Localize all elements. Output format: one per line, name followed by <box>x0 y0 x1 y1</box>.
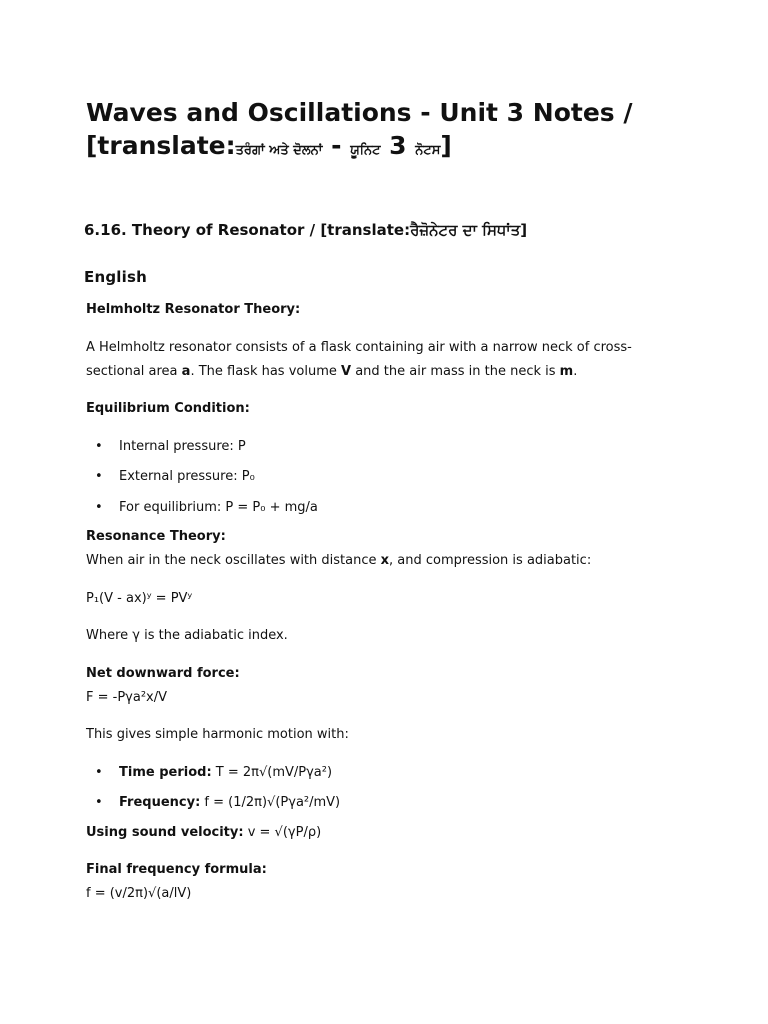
var-m: m <box>559 364 574 379</box>
resonance-text-part: , and compression is adiabatic: <box>389 553 592 568</box>
bullet-icon: • <box>95 765 103 780</box>
title-unit-number: 3 <box>380 131 416 160</box>
list-item-text: Internal pressure: P <box>119 439 246 454</box>
intro-text: . The flask has volume <box>190 364 342 379</box>
intro-text: sectional area <box>86 364 182 379</box>
time-period-label: Time period: <box>119 765 212 780</box>
force-block <box>86 662 656 710</box>
bullet-icon: • <box>95 795 103 810</box>
title-translate-text-a: ਤਰੰਗਾਂ ਅਤੇ ਦੋਲਨਾਂ <box>235 143 323 158</box>
intro-line-2 <box>86 360 656 384</box>
sound-velocity-label: Using sound velocity: <box>86 825 244 840</box>
title-translate-text-b: ਯੂਨਿਟ <box>350 143 381 158</box>
time-period-value: T = 2π√(mV/Pγa²) <box>211 765 333 780</box>
bullet-icon: • <box>95 469 103 484</box>
final-formula: f = (v/2π)√(a/lV) <box>86 886 192 901</box>
var-a: a <box>181 364 191 379</box>
adiabatic-equation: P₁(V - ax)ʸ = PVʸ <box>86 591 193 606</box>
frequency-label: Frequency: <box>119 795 201 810</box>
final-formula-block <box>86 858 656 906</box>
force-heading: Net downward force: <box>86 666 240 681</box>
resonance-block <box>86 525 656 573</box>
intro-paragraph <box>86 336 656 384</box>
title-line-2 <box>86 129 706 167</box>
title-line-1: Waves and Oscillations - Unit 3 Notes / <box>86 98 633 127</box>
bullet-icon: • <box>95 439 103 454</box>
title-translate-text-c: ਨੋਟਸ <box>415 143 441 158</box>
sound-velocity-value: v = √(γP/ρ) <box>243 825 322 840</box>
section-heading: 6.16. Theory of Resonator / [translate:ਰੈਜ਼ੋਨੇਟਰ ਦਾ ਸਿਧਾਂਤ] <box>84 221 528 239</box>
force-equation: F = -Pγa²x/V <box>86 690 168 705</box>
intro-text: . <box>573 364 578 379</box>
var-x: x <box>380 553 390 568</box>
final-formula-heading: Final frequency formula: <box>86 862 267 877</box>
intro-text: and the air mass in the neck is <box>351 364 560 379</box>
list-item-text: External pressure: P₀ <box>119 469 255 484</box>
page-title <box>86 96 706 167</box>
frequency-value: f = (1/2π)√(Pγa²/mV) <box>200 795 341 810</box>
list-item-text <box>119 793 340 813</box>
title-translate-prefix: [translate: <box>86 131 236 160</box>
resonance-text-part: When air in the neck oscillates with distance <box>86 553 381 568</box>
title-dash: - <box>322 131 351 160</box>
language-heading: English <box>84 268 147 286</box>
helmholtz-heading: Helmholtz Resonator Theory: <box>86 302 301 317</box>
resonance-heading: Resonance Theory: <box>86 529 226 544</box>
shm-intro: This gives simple harmonic motion with: <box>86 727 349 742</box>
intro-line-1: A Helmholtz resonator consists of a flask containing air with a narrow neck of cross- <box>86 340 632 355</box>
equilibrium-heading: Equilibrium Condition: <box>86 401 250 416</box>
sound-velocity <box>86 821 656 845</box>
list-item-text: For equilibrium: P = P₀ + mg/a <box>119 500 318 515</box>
list-item-text <box>119 763 332 783</box>
resonance-text <box>86 549 656 573</box>
gamma-note: Where γ is the adiabatic index. <box>86 628 288 643</box>
bullet-icon: • <box>95 500 103 515</box>
title-translate-suffix: ] <box>440 131 452 160</box>
var-V: V <box>341 364 352 379</box>
